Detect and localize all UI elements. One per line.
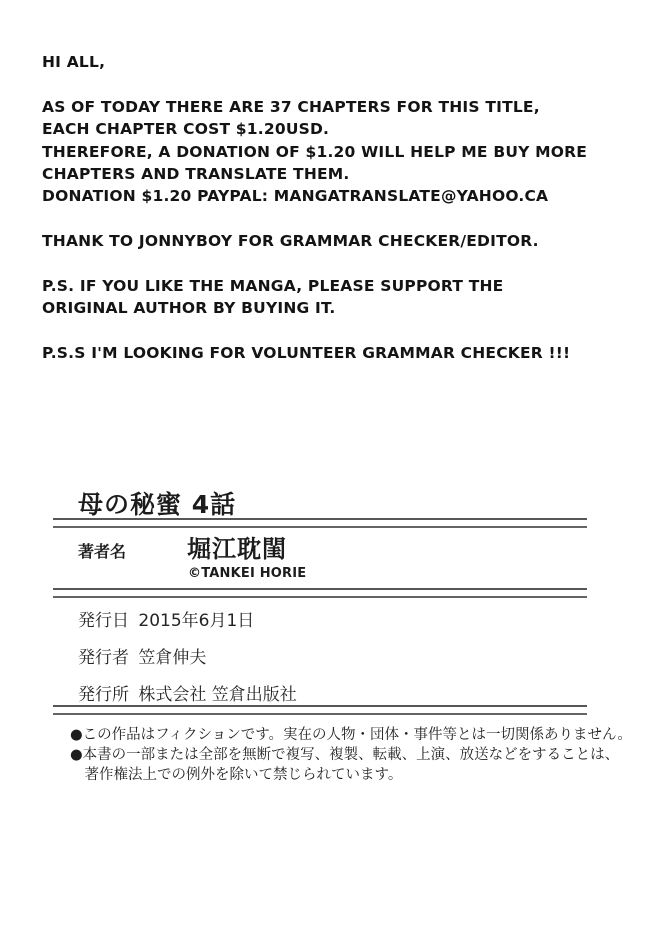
divider-rule	[53, 588, 587, 598]
publisher-person-value: 笠倉伸夫	[138, 648, 207, 668]
note-line-ps-1: P.S. IF YOU LIKE THE MANGA, PLEASE SUPPORT THE	[42, 277, 504, 296]
note-blank-line	[42, 208, 612, 230]
publisher-company-label: 発行所	[78, 685, 129, 705]
note-line-price: EACH CHAPTER COST $1.20USD.	[42, 120, 330, 139]
author-name: 堀江耽閨	[187, 535, 287, 563]
note-line-thanks: THANK TO JONNYBOY FOR GRAMMAR CHECKER/EDITOR.	[42, 232, 539, 251]
copyright-notice-1: ●本書の一部または全部を無断で複写、複製、転載、上演、放送などをすることは、	[70, 747, 620, 763]
note-blank-line	[42, 320, 612, 342]
translator-note	[42, 51, 612, 365]
divider-rule	[53, 518, 587, 528]
publication-date-row	[78, 606, 578, 631]
legal-notices	[70, 725, 632, 785]
note-blank-line	[42, 73, 612, 95]
note-line-paypal: DONATION $1.20 PAYPAL: MANGATRANSLATE@YAHOO.CA	[42, 187, 549, 206]
note-line-pss: P.S.S I'M LOOKING FOR VOLUNTEER GRAMMAR CHECKER !!!	[42, 344, 571, 363]
publisher-person-row	[78, 643, 578, 668]
author-copyright: ©TANKEI HORIE	[188, 566, 307, 581]
publication-date-label: 発行日	[78, 611, 129, 631]
fiction-disclaimer: ●この作品はフィクションです。実在の人物・団体・事件等とは一切関係ありません。	[70, 727, 632, 743]
note-blank-line	[42, 253, 612, 275]
author-label: 著者名	[78, 542, 127, 561]
note-line-ps-2: ORIGINAL AUTHOR BY BUYING IT.	[42, 299, 336, 318]
note-greeting: HI ALL,	[42, 53, 106, 71]
note-line-chapters: AS OF TODAY THERE ARE 37 CHAPTERS FOR THIS TITLE,	[42, 97, 540, 116]
copyright-notice-2: 著作権法上での例外を除いて禁じられています。	[70, 767, 403, 783]
note-line-donation-1: THEREFORE, A DONATION OF $1.20 WILL HELP ME BUY MORE	[42, 142, 588, 161]
publisher-person-label: 発行者	[78, 648, 129, 668]
divider-rule	[53, 705, 587, 715]
publication-date-value: 2015年6月1日	[138, 611, 255, 631]
book-title: 母の秘蜜 4話	[78, 490, 237, 519]
publisher-company-value: 株式会社 笠倉出版社	[138, 685, 297, 705]
publisher-company-row	[78, 680, 578, 705]
note-line-donation-2: CHAPTERS AND TRANSLATE THEM.	[42, 165, 350, 184]
